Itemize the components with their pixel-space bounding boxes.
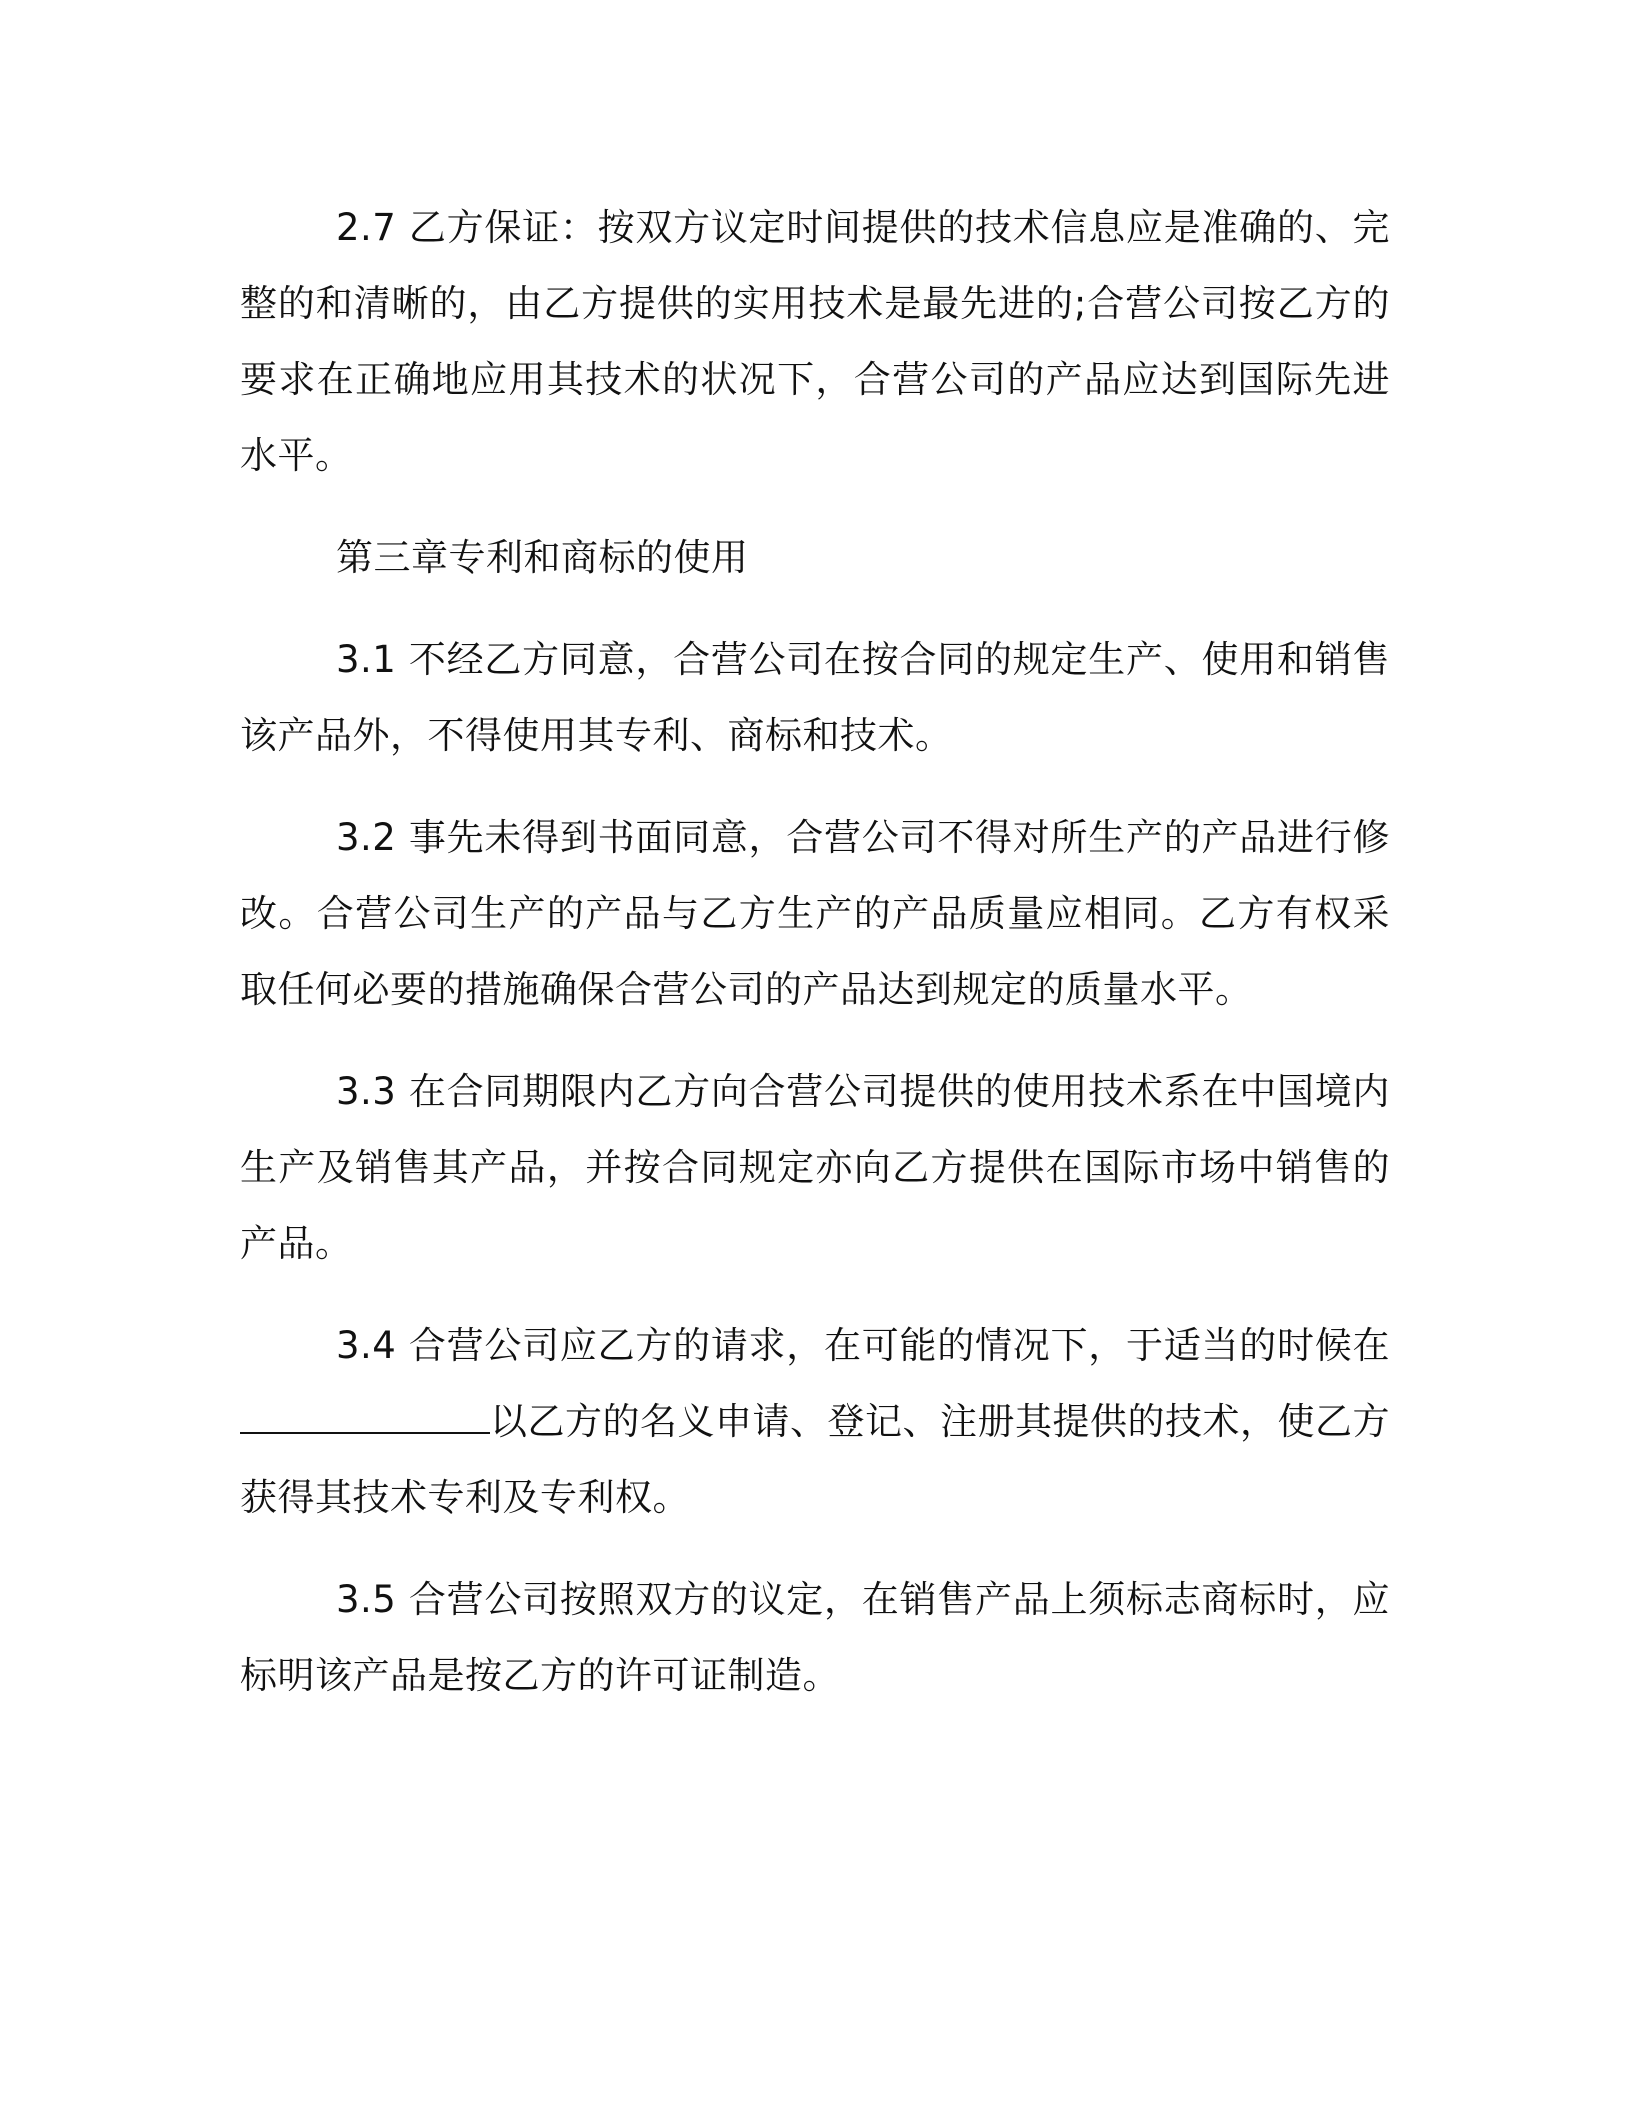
clause-3-1: 3.1 不经乙方同意，合营公司在按合同的规定生产、使用和销售该产品外，不得使用其专利、商标和技术。 xyxy=(240,638,1390,757)
clause-3-4-part-2: 以乙方的名义申请、登记、注册其提供的技术，使乙方获得其技术专利及专利权。 xyxy=(240,1400,1390,1519)
fill-in-blank-line xyxy=(240,1402,490,1434)
document-body xyxy=(240,190,1390,1740)
clause-3-3: 3.3 在合同期限内乙方向合营公司提供的使用技术系在中国境内生产及销售其产品，并按合同规定亦向乙方提供在国际市场中销售的产品。 xyxy=(240,1070,1390,1265)
clause-3-5: 3.5 合营公司按照双方的议定，在销售产品上须标志商标时，应标明该产品是按乙方的许可证制造。 xyxy=(240,1578,1390,1697)
clause-3-2: 3.2 事先未得到书面同意，合营公司不得对所生产的产品进行修改。合营公司生产的产品与乙方生产的产品质量应相同。乙方有权采取任何必要的措施确保合营公司的产品达到规定的质量水平。 xyxy=(240,816,1390,1011)
clause-2-7: 2.7 乙方保证：按双方议定时间提供的技术信息应是准确的、完整的和清晰的，由乙方提供的实用技术是最先进的;合营公司按乙方的要求在正确地应用其技术的状况下，合营公司的产品应达到国际先进水平。 xyxy=(240,206,1390,477)
clause-3-4-part-1: 3.4 合营公司应乙方的请求，在可能的情况下，于适当的时候在 xyxy=(336,1324,1390,1367)
clause-3-4 xyxy=(240,1308,1390,1536)
chapter-3-heading: 第三章专利和商标的使用 xyxy=(336,536,749,579)
